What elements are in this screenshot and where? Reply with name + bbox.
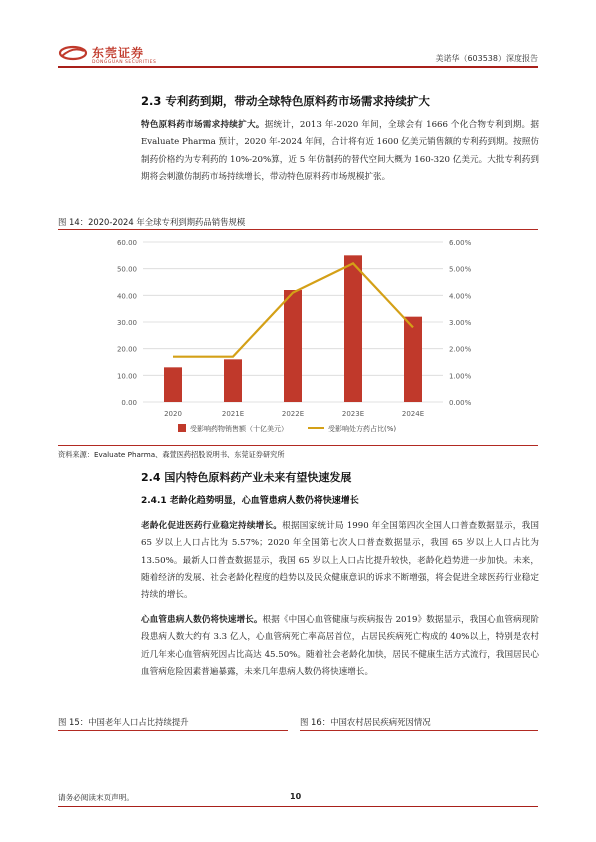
paragraph-body: 据统计，2013 年-2020 年间，全球会有 1666 个化合物专利到期。据 Evaluate Pharma 预计，2020 年-2024 年间，合计将有近 1600 亿美元销售额的专利药到期。按照仿制药价格约为专利药的 10%-20%算，近 5 年仿制药的替代空间大概为 160-320 亿美元。大批专利药到期将会刺激仿制药市场持续增长，带动特色原料药市场规模扩张。 xyxy=(141,120,539,182)
y-right-tick-label: 5.00% xyxy=(449,265,472,274)
y-right-tick-label: 3.00% xyxy=(449,319,472,327)
bar xyxy=(164,367,182,402)
figure-title-rule xyxy=(58,730,288,731)
x-tick-label: 2021E xyxy=(221,410,245,418)
paragraph xyxy=(141,518,539,604)
x-tick-label: 2020 xyxy=(164,410,182,418)
y-right-tick-label: 4.00% xyxy=(449,292,472,301)
paragraph-body: 根据《中国心血管健康与疾病报告 2019》数据显示，我国心血管病现阶段患病人数大约有 3.3 亿人，心血管病死亡率高居首位，占居民疾病死亡构成的 40%以上，特别是农村近几年来心血管病死因占比高达 45.50%。随着社会老龄化加快，居民不健康生活方式流行，我国居民心血管病危险因素普遍暴露，未来几年患病人数仍将快速增长。 xyxy=(141,615,539,677)
paragraph xyxy=(141,117,539,186)
figure-title-rule xyxy=(300,730,538,731)
paragraph-lead: 特色原料药市场需求持续扩大。 xyxy=(141,120,265,130)
y-right-tick-label: 6.00% xyxy=(449,239,472,247)
chart-figure-14 xyxy=(58,230,538,442)
report-label: 美诺华（603538）深度报告 xyxy=(435,54,538,63)
bar xyxy=(344,255,362,402)
section-title: 2.3 专利药到期，带动全球特色原料药市场需求持续扩大 xyxy=(141,94,430,108)
footer-divider xyxy=(58,806,538,807)
figure-title: 图 16：中国农村居民疾病死因情况 xyxy=(300,717,431,727)
y-right-tick-label: 0.00% xyxy=(449,399,472,407)
x-tick-label: 2023E xyxy=(341,410,365,418)
bar xyxy=(404,317,422,402)
paragraph-lead: 心血管患病人数仍将快速增长。 xyxy=(141,615,263,625)
paragraph-lead: 老龄化促进医药行业稳定持续增长。 xyxy=(141,521,283,531)
header-divider xyxy=(58,66,538,68)
y-right-tick-label: 1.00% xyxy=(449,372,472,381)
paragraph-body: 根据国家统计局 1990 年全国第四次全国人口普查数据显示，我国 65 岁以上人口占比为 5.57%；2020 年全国第七次人口普查数据显示，我国 65 岁以上人口占比为 13.50%。最新人口普查数据显示，我国 65 岁以上人口占比提升较快，老龄化趋势进一步加快。未来，随着经济的发展、社会老龄化程度的趋势以及民众健康意识的诉求不断增强，将会促进全球医药行业稳定持续的增长。 xyxy=(141,521,539,601)
footer-disclaimer: 请务必阅读末页声明。 xyxy=(58,793,134,802)
bar xyxy=(284,290,302,402)
brand-name-en: DONGGUAN SECURITIES xyxy=(92,60,157,65)
y-left-tick-label: 0.00 xyxy=(121,399,137,407)
y-left-tick-label: 20.00 xyxy=(116,345,137,354)
x-tick-label: 2024E xyxy=(401,410,425,418)
section-title: 2.4 国内特色原料药产业未来有望快速发展 xyxy=(141,471,352,484)
figure-title: 图 14：2020-2024 年全球专利到期药品销售规模 xyxy=(58,217,246,227)
y-left-tick-label: 50.00 xyxy=(116,265,137,274)
brand-logo-icon xyxy=(58,44,88,62)
y-left-tick-label: 60.00 xyxy=(116,239,137,247)
paragraph xyxy=(141,612,539,681)
figure-source: 资料来源：Evaluate Pharma、森萱医药招股说明书、东莞证券研究所 xyxy=(58,450,285,459)
y-left-tick-label: 40.00 xyxy=(116,292,137,301)
legend-swatch xyxy=(178,424,186,432)
y-left-tick-label: 10.00 xyxy=(116,372,137,381)
y-left-tick-label: 30.00 xyxy=(116,319,137,327)
x-tick-label: 2022E xyxy=(281,410,305,418)
subsection-title: 2.4.1 老龄化趋势明显，心血管患病人数仍将快速增长 xyxy=(141,496,359,506)
figure-bottom-rule xyxy=(58,445,538,446)
y-right-tick-label: 2.00% xyxy=(449,345,472,354)
brand-name: 东莞证券 xyxy=(92,46,145,60)
bar xyxy=(224,359,242,402)
page-number: 10 xyxy=(290,792,302,801)
figure-title: 图 15：中国老年人口占比持续提升 xyxy=(58,717,189,727)
legend-label: 受影响药物销售额（十亿美元） xyxy=(190,425,288,433)
legend-label: 受影响处方药占比(%) xyxy=(328,425,397,433)
